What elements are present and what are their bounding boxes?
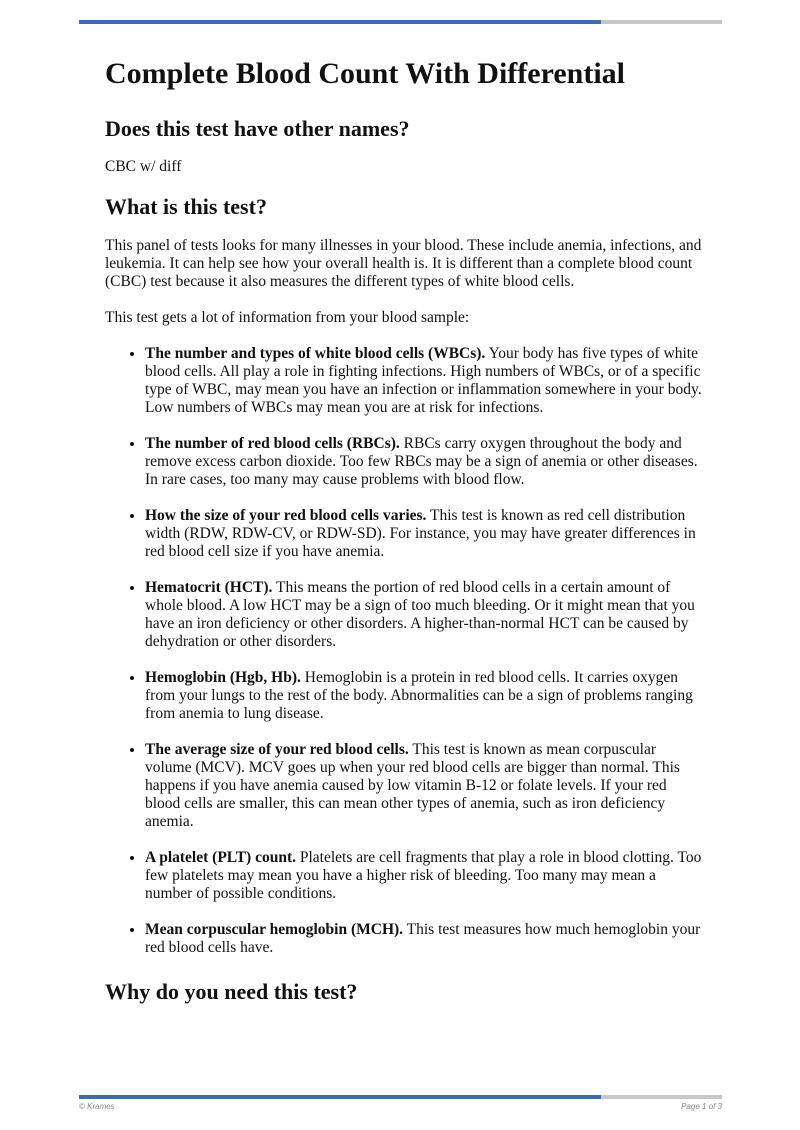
- why-need-heading: Why do you need this test?: [105, 978, 358, 1004]
- list-item-desc: RBCs carry oxygen throughout the body and remove excess carbon dioxide. Too few RBCs may be a sign of anemia or other diseases. In rare cases, too many may cause problems with blood flow.: [145, 434, 698, 488]
- list-item-desc: Platelets are cell fragments that play a role in blood clotting. Too few platelets may mean you have a higher risk of bleeding. Too many may mean a number of possible conditions.: [145, 848, 702, 902]
- other-names-text: CBC w/ diff: [105, 158, 182, 176]
- list-item-desc: This means the portion of red blood cells in a certain amount of whole blood. A low HCT may be a sign of too much bleeding. Or it might mean that you have an iron deficiency or other disorders. A higher-than-normal HCT can be caused by dehydration or other disorders.: [145, 578, 695, 650]
- list-item-desc: This test is known as mean corpuscular volume (MCV). MCV goes up when your red blood cells are bigger than normal. This happens if you have anemia caused by low vitamin B-12 or folate levels. If your red blood cells are smaller, this can mean other types of anemia, such as iron deficiency anemia.: [145, 740, 680, 830]
- other-names-heading: Does this test have other names?: [105, 116, 410, 141]
- list-item: [145, 435, 705, 489]
- list-item-desc: This test is known as red cell distribution width (RDW, RDW-CV, or RDW-SD). For instance, you may have greater differences in red blood cell size if you have anemia.: [145, 506, 696, 560]
- footer-rule: [79, 1095, 722, 1099]
- list-item-term: Hematocrit (HCT).: [145, 578, 273, 596]
- document-body: [105, 56, 705, 1021]
- list-item: [145, 849, 705, 903]
- list-item-term: The average size of your red blood cells.: [145, 740, 409, 758]
- list-item-term: The number and types of white blood cells (WBCs).: [145, 344, 486, 362]
- list-item: [145, 921, 705, 957]
- list-item: [145, 669, 705, 723]
- footer-rule-accent: [79, 1095, 601, 1099]
- list-item: [145, 579, 705, 651]
- list-item-term: How the size of your red blood cells varies.: [145, 506, 427, 524]
- list-item: [145, 345, 705, 417]
- list-item-term: Hemoglobin (Hgb, Hb).: [145, 668, 301, 686]
- what-is-heading: What is this test?: [105, 194, 267, 220]
- footer-rule-gray: [601, 1095, 722, 1099]
- list-item-desc: Your body has five types of white blood cells. All play a role in fighting infections. High numbers of WBCs, or of a specific type of WBC, may mean you have an infection or inflammation somewhere in your body. Low numbers of WBCs may mean you are at risk for infections.: [145, 344, 702, 416]
- list-item-term: A platelet (PLT) count.: [145, 848, 296, 866]
- footer-copyright: © Krames: [79, 1102, 115, 1111]
- footer-page-number: Page 1 of 3: [681, 1102, 722, 1111]
- header-rule-gray: [601, 20, 722, 24]
- list-item-term: Mean corpuscular hemoglobin (MCH).: [145, 920, 404, 938]
- test-components-list: [105, 345, 705, 957]
- list-item: [145, 507, 705, 561]
- list-item-desc: This test measures how much hemoglobin your red blood cells have.: [145, 920, 701, 956]
- header-rule: [79, 20, 722, 24]
- header-rule-accent: [79, 20, 601, 24]
- what-is-intro: This panel of tests looks for many illnesses in your blood. These include anemia, infections, and leukemia. It can help see how your overall health is. It is different than a complete blood count (CBC) test because it also measures the different types of white blood cells.: [105, 236, 702, 290]
- list-item-term: The number of red blood cells (RBCs).: [145, 434, 400, 452]
- what-is-lead: This test gets a lot of information from your blood sample:: [105, 308, 470, 326]
- list-item: [145, 741, 705, 831]
- page-title: Complete Blood Count With Differential: [105, 57, 626, 90]
- list-item-desc: Hemoglobin is a protein in red blood cells. It carries oxygen from your lungs to the rest of the body. Abnormalities can be a sign of problems ranging from anemia to lung disease.: [145, 668, 693, 722]
